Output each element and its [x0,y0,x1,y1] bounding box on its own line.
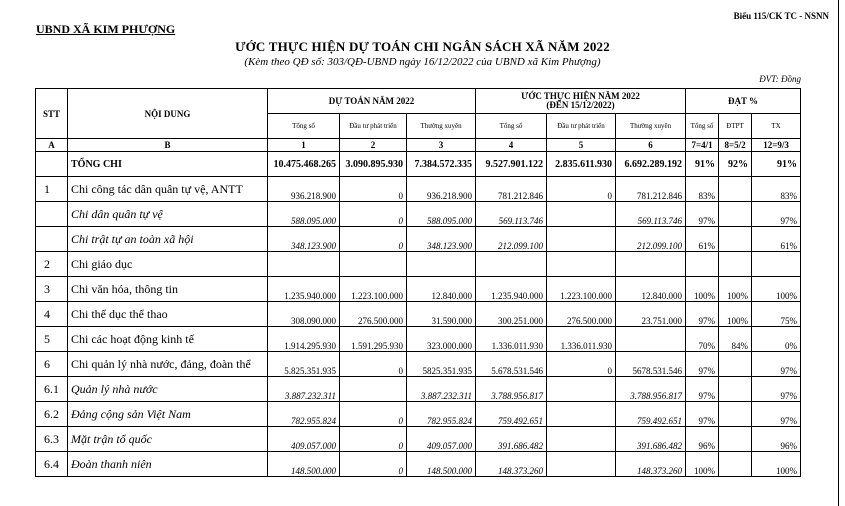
row-amount: 3.887.232.311 [268,377,340,402]
row-amount: 409.057.000 [268,427,340,452]
row-stt: 3 [36,277,68,302]
row-percent: 100% [752,452,801,477]
row-amount: 781.212.846 [476,177,547,202]
row-percent: 97% [686,202,719,227]
row-amount: 1.591.295.930 [340,327,407,352]
index-row [36,139,801,152]
row-amount: 5.825.351.935 [268,352,340,377]
row-amount [547,427,616,452]
sub-header-invest: Đầu tư phát triển [340,114,407,139]
page-right-border [838,0,839,506]
row-stt: 2 [36,252,68,277]
row-percent: 100% [719,302,752,327]
row-amount: 212.099.100 [616,227,686,252]
index-cell: 1 [268,139,340,152]
row-amount: 936.218.900 [268,177,340,202]
row-amount: 1.336.011.930 [476,327,547,352]
document-subtitle: (Kèm theo QĐ số: 303/QĐ-UBND ngày 16/12/2022 của UBND xã Kim Phượng) [244,56,601,68]
row-amount: 276.500.000 [547,302,616,327]
row-percent: 96% [686,427,719,452]
table-row [36,177,801,202]
sub-header-regular: Thường xuyên [407,114,476,139]
row-amount: 782.955.824 [407,402,476,427]
row-amount [547,452,616,477]
row-amount: 759.492.651 [616,402,686,427]
row-amount: 308.090.000 [268,302,340,327]
row-amount: 3.788.956.817 [616,377,686,402]
row-percent: 96% [752,427,801,452]
total-value: 6.692.289.192 [616,152,686,177]
header-estimate: DỰ TOÁN NĂM 2022 [268,89,476,114]
row-content: Chi trật tự an toàn xã hội [68,227,268,252]
sub-header-total2: Tổng số [476,114,547,139]
document-title: ƯỚC THỰC HIỆN DỰ TOÁN CHI NGÂN SÁCH XÃ NĂM 2022 [235,39,610,54]
table-row [36,452,801,477]
row-amount: 148.373.260 [616,452,686,477]
row-stt: 5 [36,327,68,352]
sub-header-pct-total: Tổng số [686,114,719,139]
row-percent: 97% [686,377,719,402]
row-percent: 83% [752,177,801,202]
row-amount: 1.235.940.000 [268,277,340,302]
total-row [36,152,801,177]
index-cell: 8=5/2 [719,139,752,152]
sub-header-pct-dtpt: ĐTPT [719,114,752,139]
row-percent [752,252,801,277]
row-percent: 84% [719,327,752,352]
row-content: Chi công tác dân quân tự vệ, ANTT [68,177,268,202]
table-row [36,352,801,377]
row-percent: 100% [752,277,801,302]
row-percent: 97% [686,402,719,427]
row-percent: 100% [686,277,719,302]
table-row [36,202,801,227]
row-percent: 75% [752,302,801,327]
row-percent [719,427,752,452]
sub-header-invest2: Đầu tư phát triển [547,114,616,139]
row-amount: 0 [340,202,407,227]
total-value: 7.384.572.335 [407,152,476,177]
organization-name: UBND XÃ KIM PHƯỢNG [36,22,176,36]
row-percent: 97% [752,402,801,427]
total-value: 9.527.901.122 [476,152,547,177]
row-amount: 936.218.900 [407,177,476,202]
table-row [36,252,801,277]
sub-header-total: Tổng số [268,114,340,139]
row-content: Đoàn thanh niên [68,452,268,477]
table-row [36,402,801,427]
row-amount: 5.678.531.546 [476,352,547,377]
row-content: Chi các hoạt động kinh tế [68,327,268,352]
row-amount [547,402,616,427]
table-row [36,377,801,402]
row-amount: 348.123.900 [407,227,476,252]
row-amount: 1.223.100.000 [340,277,407,302]
row-amount [616,252,686,277]
row-stt: 6.1 [36,377,68,402]
row-amount: 0 [547,352,616,377]
row-content: Chi dân quân tự vệ [68,202,268,227]
index-cell: 12=9/3 [752,139,801,152]
header-actual [476,89,686,114]
row-amount [340,252,407,277]
row-amount [547,252,616,277]
header-actual-line2: (ĐẾN 15/12/2022) [546,100,615,110]
header-stt: STT [36,89,68,139]
row-amount: 569.113.746 [476,202,547,227]
row-content: Quản lý nhà nước [68,377,268,402]
table-row [36,427,801,452]
row-amount: 391.686.482 [476,427,547,452]
row-amount: 569.113.746 [616,202,686,227]
table-row [36,227,801,252]
index-cell: 6 [616,139,686,152]
row-amount: 0 [340,427,407,452]
index-cell: 2 [340,139,407,152]
row-percent [719,202,752,227]
index-cell: 7=4/1 [686,139,719,152]
row-stt: 4 [36,302,68,327]
row-amount: 1.914.295.930 [268,327,340,352]
row-amount: 588.095.000 [268,202,340,227]
header-row-groups [36,89,801,114]
row-percent [719,352,752,377]
row-percent [686,252,719,277]
row-amount: 148.500.000 [407,452,476,477]
row-percent [719,402,752,427]
row-amount [476,252,547,277]
total-stt [36,152,68,177]
row-content: Mặt trận tổ quốc [68,427,268,452]
row-amount [268,252,340,277]
header-content: NỘI DUNG [68,89,268,139]
row-stt: 6.4 [36,452,68,477]
row-amount [340,377,407,402]
index-cell: B [68,139,268,152]
row-stt: 6.3 [36,427,68,452]
total-value: 91% [686,152,719,177]
row-amount: 0 [340,452,407,477]
row-percent: 0% [752,327,801,352]
row-amount: 391.686.482 [616,427,686,452]
row-amount: 1.336.011.930 [547,327,616,352]
row-amount: 0 [340,352,407,377]
row-amount: 0 [340,177,407,202]
row-percent: 97% [752,202,801,227]
row-amount [547,227,616,252]
row-amount [547,202,616,227]
row-amount: 759.492.651 [476,402,547,427]
row-amount: 3.788.956.817 [476,377,547,402]
row-percent: 97% [686,352,719,377]
row-amount: 323.000.000 [407,327,476,352]
row-amount: 0 [340,227,407,252]
unit-label: ĐVT: Đồng [759,74,801,84]
row-amount: 300.251.000 [476,302,547,327]
row-amount: 782.955.824 [268,402,340,427]
index-cell: 3 [407,139,476,152]
index-cell: A [36,139,68,152]
table-row [36,327,801,352]
row-amount: 31.590.000 [407,302,476,327]
row-content: Chi văn hóa, thông tin [68,277,268,302]
row-stt: 1 [36,177,68,202]
row-amount: 0 [547,177,616,202]
index-cell: 4 [476,139,547,152]
header-actual-line1: ƯỚC THỰC HIỆN NĂM 2022 [521,91,640,101]
sub-header-pct-tx: TX [752,114,801,139]
row-amount: 12.840.000 [407,277,476,302]
row-percent: 61% [686,227,719,252]
row-stt [36,227,68,252]
row-percent: 97% [752,377,801,402]
row-amount [616,327,686,352]
row-amount: 1.235.940.000 [476,277,547,302]
row-amount: 348.123.900 [268,227,340,252]
row-percent [719,252,752,277]
row-percent [719,227,752,252]
row-amount: 409.057.000 [407,427,476,452]
total-value: 92% [719,152,752,177]
row-amount [547,377,616,402]
total-value: 10.475.468.265 [268,152,340,177]
row-amount: 148.373.260 [476,452,547,477]
index-cell: 5 [547,139,616,152]
total-label: TỔNG CHI [68,152,268,177]
header-achieved: ĐẠT % [686,89,801,114]
row-stt: 6 [36,352,68,377]
row-amount: 1.223.100.000 [547,277,616,302]
row-amount: 5678.531.546 [616,352,686,377]
row-amount: 212.099.100 [476,227,547,252]
row-amount: 276.500.000 [340,302,407,327]
table-row [36,302,801,327]
row-stt [36,202,68,227]
budget-table [35,88,801,477]
total-value: 2.835.611.930 [547,152,616,177]
row-percent: 70% [686,327,719,352]
row-content: Đảng cộng sản Việt Nam [68,402,268,427]
total-value: 3.090.895.930 [340,152,407,177]
row-percent [719,377,752,402]
row-stt: 6.2 [36,402,68,427]
row-content: Chi giáo dục [68,252,268,277]
row-amount: 5825.351.935 [407,352,476,377]
row-amount: 148.500.000 [268,452,340,477]
row-percent: 83% [686,177,719,202]
row-percent [719,452,752,477]
row-amount: 23.751.000 [616,302,686,327]
table-row [36,277,801,302]
row-amount: 0 [340,402,407,427]
row-amount [407,252,476,277]
row-amount: 588.095.000 [407,202,476,227]
sub-header-regular2: Thường xuyên [616,114,686,139]
total-value: 91% [752,152,801,177]
row-amount: 3.887.232.311 [407,377,476,402]
row-percent: 61% [752,227,801,252]
form-code: Biểu 115/CK TC - NSNN [733,11,829,21]
row-content: Chi thể dục thể thao [68,302,268,327]
row-percent: 100% [686,452,719,477]
row-percent: 97% [752,352,801,377]
row-content: Chi quản lý nhà nước, đảng, đoàn thể [68,352,268,377]
row-percent [719,177,752,202]
row-amount: 781.212.846 [616,177,686,202]
row-percent: 97% [686,302,719,327]
row-amount: 12.840.000 [616,277,686,302]
row-percent: 100% [719,277,752,302]
